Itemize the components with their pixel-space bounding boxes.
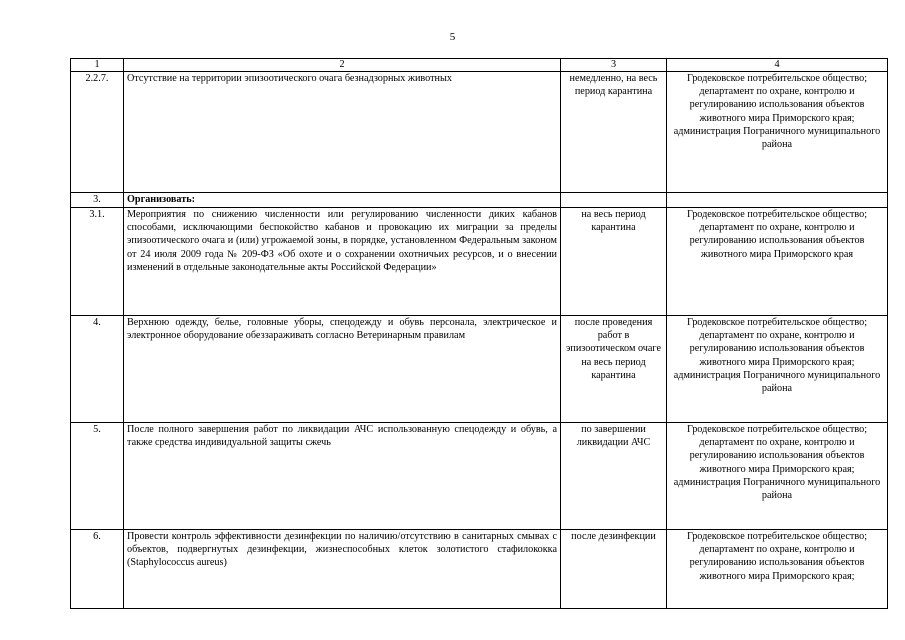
- term-text: на весь период карантина: [561, 208, 667, 316]
- column-header-responsible: 4: [667, 59, 888, 72]
- table-row: [71, 208, 888, 316]
- row-number: 6.: [71, 530, 124, 609]
- column-header-number: 1: [71, 59, 124, 72]
- measure-text: Провести контроль эффективности дезинфекции по наличию/отсутствию в санитарных смывах с объектов, подвергнутых дезинфекции, жизнеспособных клеток золотистого стафилококка (Staphylococcus aureus): [124, 530, 561, 609]
- row-number: 3.1.: [71, 208, 124, 316]
- column-header-measure: 2: [124, 59, 561, 72]
- table-row: [71, 530, 888, 609]
- table-row: [71, 423, 888, 530]
- term-text: после дезинфекции: [561, 530, 667, 609]
- responsible-text: [667, 193, 888, 208]
- row-number: 5.: [71, 423, 124, 530]
- term-text: после проведения работ в эпизоотическом очаге на весь период карантина: [561, 316, 667, 423]
- responsible-text: Гродековское потребительское общество; департамент по охране, контролю и регулированию использования объектов животного мира Приморского края;: [667, 530, 888, 609]
- measure-text: Отсутствие на территории эпизоотического очага безнадзорных животных: [124, 72, 561, 193]
- responsible-text: Гродековское потребительское общество; департамент по охране, контролю и регулированию использования объектов животного мира Приморского края: [667, 208, 888, 316]
- table-header-row: [71, 59, 888, 72]
- table-row: [71, 193, 888, 208]
- row-number: 3.: [71, 193, 124, 208]
- measures-table: [70, 58, 888, 609]
- measure-text: После полного завершения работ по ликвидации АЧС использованную спецодежду и обувь, а также средства индивидуальной защиты сжечь: [124, 423, 561, 530]
- measure-text: Верхнюю одежду, белье, головные уборы, спецодежду и обувь персонала, электрическое и электронное оборудование обеззараживать согласно Ветеринарным правилам: [124, 316, 561, 423]
- responsible-text: Гродековское потребительское общество; департамент по охране, контролю и регулированию использования объектов животного мира Приморского края; администрация Пограничного муниципального района: [667, 316, 888, 423]
- row-number: 2.2.7.: [71, 72, 124, 193]
- table-row: [71, 72, 888, 193]
- table-row: [71, 316, 888, 423]
- responsible-text: Гродековское потребительское общество; департамент по охране, контролю и регулированию использования объектов животного мира Приморского края; администрация Пограничного муниципального района: [667, 72, 888, 193]
- row-number: 4.: [71, 316, 124, 423]
- term-text: немедленно, на весь период карантина: [561, 72, 667, 193]
- measure-text: Мероприятия по снижению численности или регулированию численности диких кабанов способами, исключающими беспокойство кабанов и провокацию их миграции за пределы эпизоотического очага и (или) угрожаемой зоны, в порядке, установленном Федеральным законом от 24 июля 2009 года № 209-ФЗ «Об охоте и о сохранении охотничьих ресурсов, и о внесении изменений в отдельные законодательные акты Российской Федерации»: [124, 208, 561, 316]
- section-heading: Организовать:: [124, 193, 561, 208]
- column-header-term: 3: [561, 59, 667, 72]
- page-number: 5: [449, 31, 456, 43]
- responsible-text: Гродековское потребительское общество; департамент по охране, контролю и регулированию использования объектов животного мира Приморского края; администрация Пограничного муниципального района: [667, 423, 888, 530]
- term-text: по завершении ликвидации АЧС: [561, 423, 667, 530]
- term-text: [561, 193, 667, 208]
